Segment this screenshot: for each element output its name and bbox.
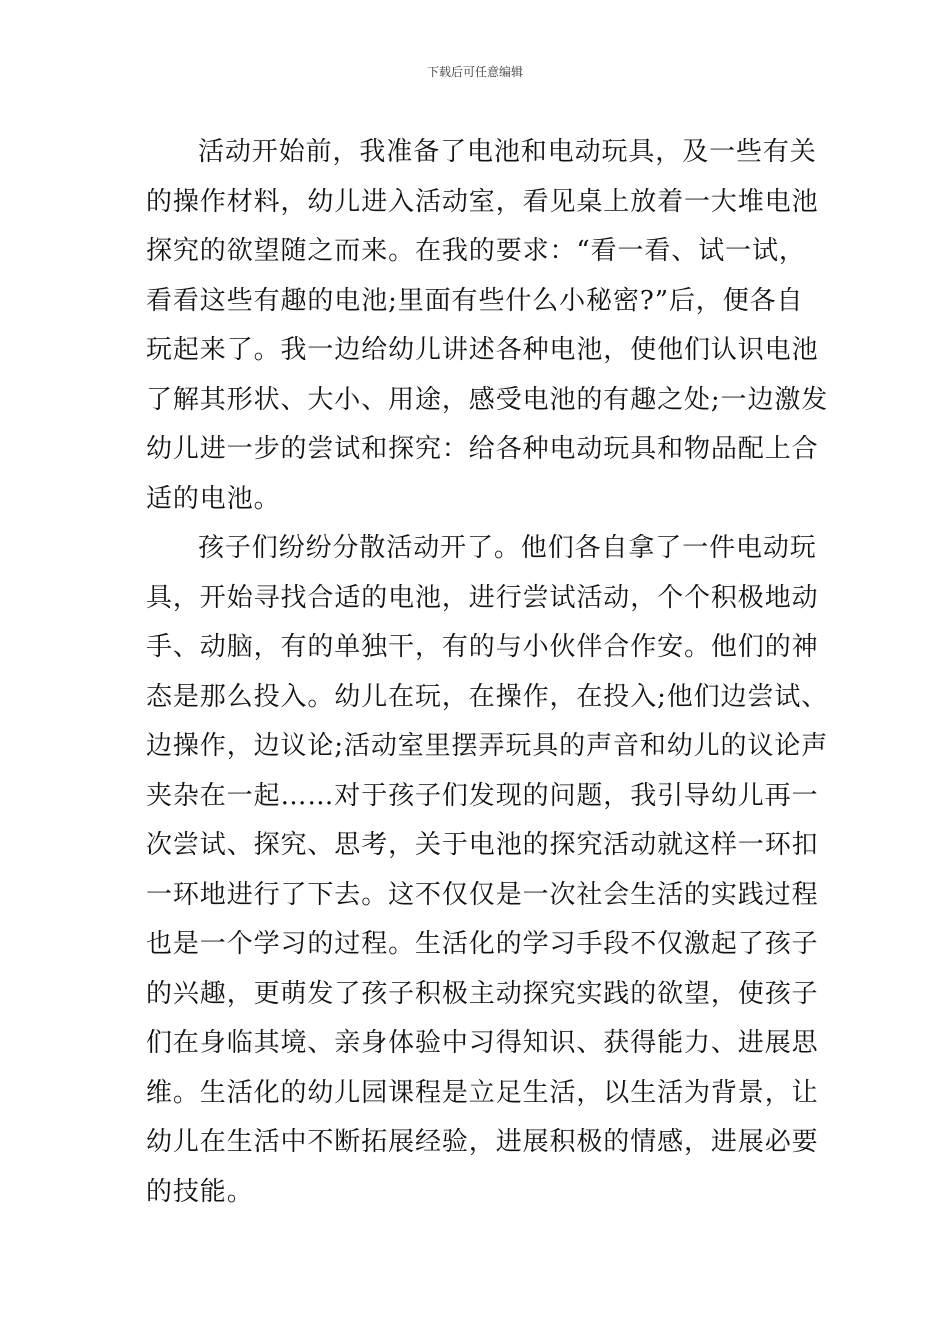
- text-line: 幼儿在生活中不断拓展经验，进展积极的情感，进展必要: [146, 1127, 819, 1157]
- text-line: 幼儿进一步的尝试和探究：给各种电动玩具和物品配上合: [146, 434, 819, 464]
- text-line: 的技能。: [146, 1176, 254, 1207]
- text-line: 态是那么投入。幼儿在玩，在操作，在投入;他们边尝试、: [146, 681, 829, 712]
- text-line: 孩子们纷纷分散活动开了。他们各自拿了一件电动玩: [198, 533, 817, 563]
- text-line: 手、动脑，有的单独干，有的与小伙伴合作安。他们的神: [146, 632, 819, 662]
- page-header: 下载后可任意编辑: [426, 65, 523, 79]
- paragraph-2: [146, 524, 829, 1217]
- text-line: 了解其形状、大小、用途，感受电池的有趣之处;一边激发: [146, 384, 829, 415]
- text-line: 维。生活化的幼儿园课程是立足生活，以生活为背景，让: [146, 1077, 819, 1108]
- text-line: 活动开始前，我准备了电池和电动玩具，及一些有关: [198, 137, 817, 167]
- text-line: 玩起来了。我一边给幼儿讲述各种电池，使他们认识电池: [146, 335, 819, 365]
- document-body: [146, 128, 829, 1217]
- text-line: 的兴趣，更萌发了孩子积极主动探究实践的欲望，使孩子: [146, 978, 819, 1009]
- text-line: 具，开始寻找合适的电池，进行尝试活动，个个积极地动: [146, 582, 819, 613]
- text-line: 探究的欲望随之而来。在我的要求：“看一看、试一试，: [146, 236, 806, 266]
- text-line: 的操作材料，幼儿进入活动室，看见桌上放着一大堆电池: [146, 186, 819, 217]
- text-line: 看看这些有趣的电池;里面有些什么小秘密?”后，便各自: [146, 285, 804, 316]
- text-line: 适的电池。: [146, 483, 281, 514]
- text-line: 边操作，边议论;活动室里摆弄玩具的声音和幼儿的议论声: [146, 731, 829, 761]
- text-line: 一环地进行了下去。这不仅仅是一次社会生活的实践过程: [146, 879, 819, 910]
- paragraph-1: [146, 128, 829, 524]
- text-line: 次尝试、探究、思考，关于电池的探究活动就这样一环扣: [146, 830, 819, 860]
- text-line: 也是一个学习的过程。生活化的学习手段不仅激起了孩子: [146, 929, 819, 959]
- text-line: 们在身临其境、亲身体验中习得知识、获得能力、进展思: [146, 1028, 819, 1058]
- text-line: 夹杂在一起……对于孩子们发现的问题，我引导幼儿再一: [146, 780, 819, 811]
